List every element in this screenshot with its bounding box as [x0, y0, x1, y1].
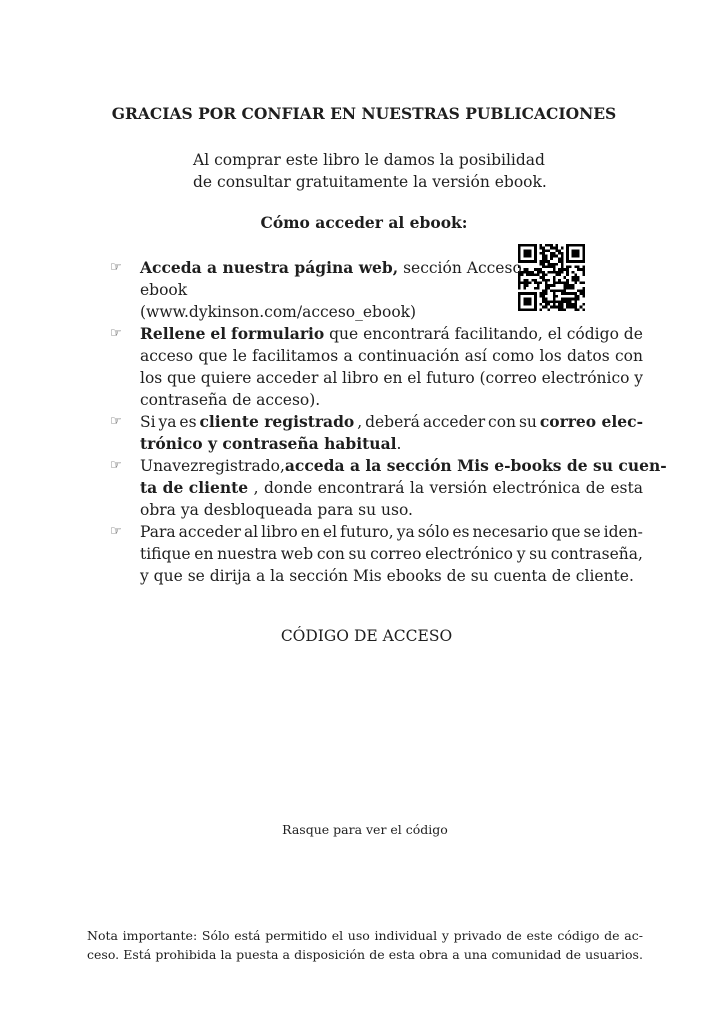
item-line: ebook: [140, 281, 188, 299]
pointing-hand-icon: ☞: [110, 524, 122, 539]
list-item: [110, 411, 643, 455]
list-item: [110, 323, 643, 411]
item-line: los que quiere acceder al libro en el futuro (correo electrónico y: [140, 369, 643, 387]
intro-text: [193, 149, 593, 193]
list-item: [110, 521, 643, 587]
note-line: Nota importante: Sólo está permitido el uso individual y privado de este código de ac-: [87, 928, 643, 943]
access-code-title: CÓDIGO DE ACCESO: [280, 627, 453, 645]
note-line: ceso. Está prohibida la puesta a disposición de esta obra a una comunidad de usuarios.: [87, 947, 643, 962]
item-line: ta de cliente , donde encontrará la versión electrónica de esta: [140, 478, 643, 497]
pointing-hand-icon: ☞: [110, 414, 122, 429]
item-line: Si ya es cliente registrado , deberá acceder con su correo elec-: [140, 412, 643, 431]
item-line: trónico y contraseña habitual.: [140, 434, 402, 453]
intro-line: de consultar gratuitamente la versión ebook.: [193, 173, 547, 191]
pointing-hand-icon: ☞: [110, 326, 122, 341]
item-line: obra ya desbloqueada para su uso.: [140, 501, 413, 519]
intro-line: Al comprar este libro le damos la posibilidad: [193, 151, 545, 169]
list-item: [110, 455, 667, 521]
pointing-hand-icon: ☞: [110, 458, 122, 473]
item-text: sección Acceso: [398, 259, 522, 277]
instructions-list: [110, 257, 667, 587]
item-line: Para acceder al libro en el futuro, ya sólo es necesario que se iden-: [140, 523, 643, 541]
item-line: (www.dykinson.com/acceso_ebook): [140, 303, 417, 321]
scratch-instruction: Rasque para ver el código: [282, 822, 448, 837]
item-line: tifique en nuestra web con su correo electrónico y su contraseña,: [140, 545, 643, 563]
item-line: Rellene el formulario que encontrará facilitando, el código de: [140, 324, 643, 343]
item-line: acceso que le facilitamos a continuación así como los datos con: [140, 347, 643, 365]
pointing-hand-icon: ☞: [110, 260, 122, 275]
item-line: y que se dirija a la sección Mis ebooks de su cuenta de cliente.: [140, 567, 634, 585]
page-heading: GRACIAS POR CONFIAR EN NUESTRAS PUBLICACIONES: [111, 104, 617, 123]
item-bold: Acceda a nuestra página web,: [140, 258, 399, 277]
item-line: Una vez registrado, acceda a la sección Mis e-books de su cuen-: [140, 456, 667, 475]
subheading: Cómo acceder al ebook:: [260, 213, 468, 232]
important-note: [87, 926, 643, 964]
item-line: contraseña de acceso).: [140, 391, 321, 409]
list-item: [110, 257, 643, 323]
